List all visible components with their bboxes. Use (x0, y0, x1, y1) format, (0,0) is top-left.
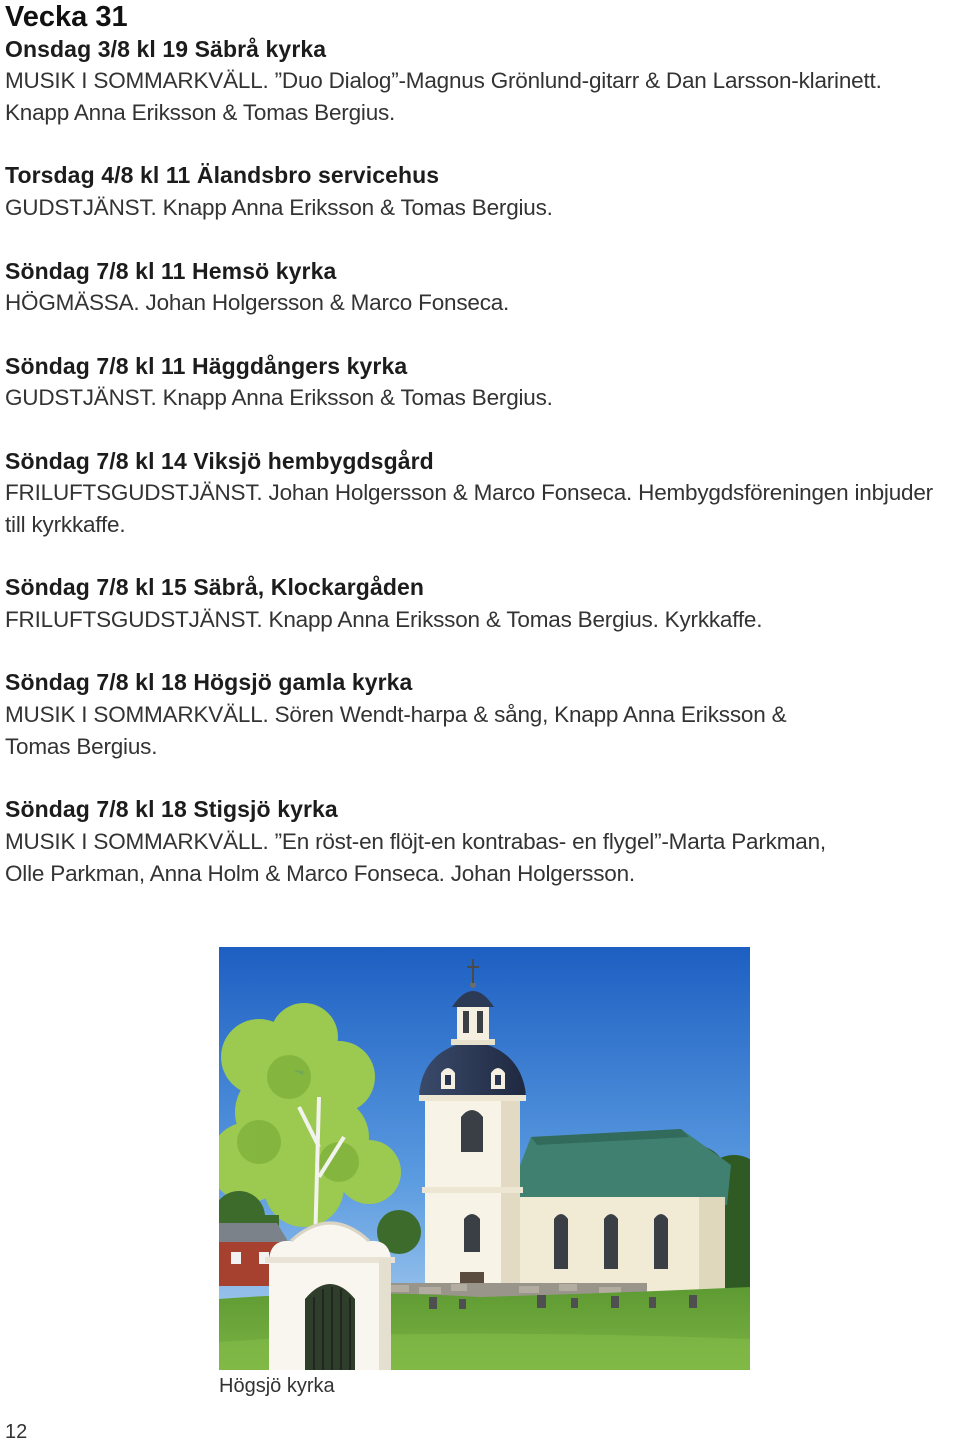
church-photo-drawing (219, 947, 750, 1370)
event-heading: Söndag 7/8 kl 11 Hemsö kyrka (5, 257, 337, 284)
event-description: MUSIK I SOMMARKVÄLL. ”En röst-en flöjt-en kontrabas- en flygel”-Marta Parkman, (5, 828, 826, 854)
event-description: MUSIK I SOMMARKVÄLL. ”Duo Dialog”-Magnus Grönlund-gitarr & Dan Larsson-klarinett. (5, 68, 882, 94)
week-title: Vecka 31 (5, 1, 128, 33)
event-heading: Söndag 7/8 kl 14 Viksjö hembygdsgård (5, 447, 434, 474)
tower-window (464, 1214, 480, 1252)
event-heading: Torsdag 4/8 kl 11 Älandsbro servicehus (5, 162, 440, 189)
schedule (5, 2, 955, 889)
event-heading: Onsdag 3/8 kl 19 Säbrå kyrka (5, 35, 327, 62)
event-description: HÖGMÄSSA. Johan Holgersson & Marco Fonseca. (5, 290, 510, 316)
event (5, 34, 955, 129)
event-heading: Söndag 7/8 kl 18 Högsjö gamla kyrka (5, 669, 413, 696)
church-gate (265, 1223, 395, 1370)
church-nave (507, 1129, 731, 1295)
gate-opening (305, 1284, 355, 1370)
church-photo (219, 947, 750, 1370)
tower-belfry-window (461, 1110, 483, 1152)
event (5, 794, 955, 889)
event-description: GUDSTJÄNST. Knapp Anna Eriksson & Tomas Bergius. (5, 385, 553, 411)
nave-wall (515, 1197, 725, 1295)
page-number: 12 (5, 1421, 28, 1443)
event-description: till kyrkkaffe. (5, 512, 126, 537)
tower-lantern (457, 1005, 489, 1040)
event (5, 256, 955, 319)
event (5, 667, 955, 762)
event-description: FRILUFTSGUDSTJÄNST. Knapp Anna Eriksson & Tomas Bergius. Kyrkkaffe. (5, 607, 763, 633)
event (5, 351, 955, 414)
event-description: GUDSTJÄNST. Knapp Anna Eriksson & Tomas Bergius. (5, 195, 553, 221)
event (5, 446, 955, 541)
event-heading: Söndag 7/8 kl 18 Stigsjö kyrka (5, 796, 338, 823)
event-heading: Söndag 7/8 kl 15 Säbrå, Klockargåden (5, 574, 425, 601)
event-description: Tomas Bergius. (5, 733, 158, 759)
event (5, 160, 955, 223)
event-heading: Söndag 7/8 kl 11 Häggdångers kyrka (5, 352, 408, 379)
event-description: Knapp Anna Eriksson & Tomas Bergius. (5, 100, 396, 126)
photo-caption: Högsjö kyrka (219, 1375, 335, 1397)
event (5, 572, 955, 635)
event-description: MUSIK I SOMMARKVÄLL. Sören Wendt-harpa & sång, Knapp Anna Eriksson & (5, 702, 787, 728)
event-description: FRILUFTSGUDSTJÄNST. Johan Holgersson & Marco Fonseca. Hembygdsföreningen inbjuder (5, 480, 933, 506)
event-description: Olle Parkman, Anna Holm & Marco Fonseca. Johan Holgersson. (5, 860, 635, 886)
